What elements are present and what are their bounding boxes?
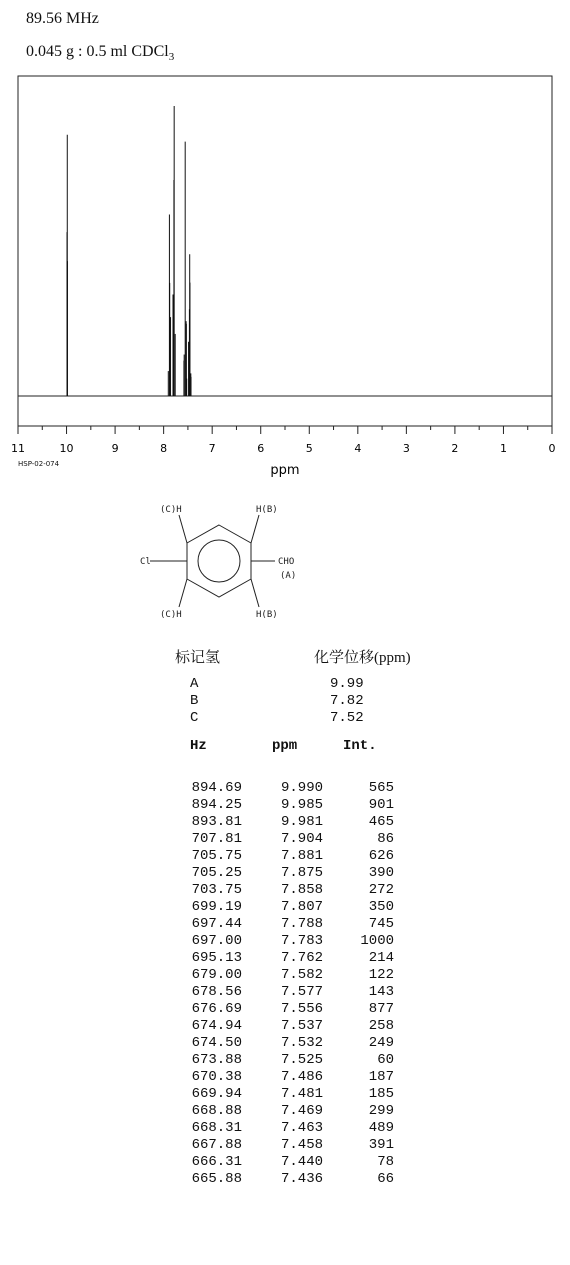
peak-intensity: 258 xyxy=(368,1018,394,1034)
peak-ppm: 7.436 xyxy=(280,1171,323,1187)
peak-ppm: 7.762 xyxy=(280,950,323,966)
x-tick-label: 11 xyxy=(11,442,25,455)
table-row xyxy=(150,865,410,882)
assignment-row xyxy=(190,676,390,693)
peak-intensity: 626 xyxy=(368,848,394,864)
assignment-shift: 7.52 xyxy=(330,710,364,726)
table-row xyxy=(150,1052,410,1069)
table-row xyxy=(150,1035,410,1052)
peak-hz: 669.94 xyxy=(191,1086,242,1102)
label-ch-bottom: (C)H xyxy=(160,610,182,620)
peak-intensity: 350 xyxy=(368,899,394,915)
peak-hz: 894.25 xyxy=(191,797,242,813)
label-ch-top: (C)H xyxy=(160,505,182,515)
assignment-col-label: 标记氢 xyxy=(175,650,221,666)
label-cho: CHO xyxy=(278,557,295,567)
peak-intensity: 78 xyxy=(377,1154,394,1170)
table-row xyxy=(150,1018,410,1035)
peak-intensity: 299 xyxy=(368,1103,394,1119)
aromatic-circle xyxy=(198,540,240,582)
peak-ppm: 7.904 xyxy=(280,831,323,847)
peak-intensity: 60 xyxy=(377,1052,394,1068)
assignment-shift: 7.82 xyxy=(330,693,364,709)
peak-ppm: 7.881 xyxy=(280,848,323,864)
peak-table xyxy=(150,780,410,1188)
peak-hz: 665.88 xyxy=(191,1171,242,1187)
x-tick-label: 3 xyxy=(402,442,410,455)
benzene-ring xyxy=(187,525,251,597)
peak-hz: 699.19 xyxy=(191,899,242,915)
peak-hz: 666.31 xyxy=(191,1154,242,1170)
peak-intensity: 187 xyxy=(368,1069,394,1085)
assignment-label: C xyxy=(190,710,199,726)
sample-subscript: 3 xyxy=(168,51,175,64)
peak-hz: 674.50 xyxy=(191,1035,242,1051)
peak-hz: 668.88 xyxy=(191,1103,242,1119)
peak-header-ppm: ppm xyxy=(272,738,298,754)
peak-ppm: 7.582 xyxy=(280,967,323,983)
table-row xyxy=(150,1154,410,1171)
table-row xyxy=(150,950,410,967)
peak-hz: 893.81 xyxy=(191,814,242,830)
peak-intensity: 249 xyxy=(368,1035,394,1051)
peak-ppm: 7.537 xyxy=(280,1018,323,1034)
x-tick-label: 8 xyxy=(160,442,168,455)
sample-text: 0.045 g : 0.5 ml CDCl xyxy=(26,43,169,60)
peak-ppm: 7.556 xyxy=(280,1001,323,1017)
table-row xyxy=(150,984,410,1001)
peak-ppm: 7.463 xyxy=(280,1120,323,1136)
table-row xyxy=(150,1171,410,1188)
x-tick-label: 1 xyxy=(499,442,507,455)
x-tick-label: 5 xyxy=(305,442,313,455)
table-row xyxy=(150,848,410,865)
peak-ppm: 7.577 xyxy=(280,984,323,1000)
bond-ch-top xyxy=(179,515,187,543)
assignment-shift: 9.99 xyxy=(330,676,364,692)
peak-hz: 674.94 xyxy=(191,1018,242,1034)
table-row xyxy=(150,882,410,899)
label-a: (A) xyxy=(280,571,297,581)
x-axis-label: ppm xyxy=(270,463,300,478)
table-row xyxy=(150,1120,410,1137)
peak-hz: 894.69 xyxy=(191,780,242,796)
x-tick-label: 0 xyxy=(548,442,556,455)
peak-hz: 679.00 xyxy=(191,967,242,983)
peak-ppm: 7.469 xyxy=(280,1103,323,1119)
peak-intensity: 122 xyxy=(368,967,394,983)
peak-ppm: 9.990 xyxy=(280,780,323,796)
table-row xyxy=(150,1001,410,1018)
peak-intensity: 489 xyxy=(368,1120,394,1136)
peak-ppm: 7.858 xyxy=(280,882,323,898)
x-tick-label: 4 xyxy=(354,442,362,455)
peak-intensity: 390 xyxy=(368,865,394,881)
table-row xyxy=(150,967,410,984)
label-cl: Cl xyxy=(140,557,151,567)
peak-intensity: 901 xyxy=(368,797,394,813)
table-row xyxy=(150,780,410,797)
peak-intensity: 745 xyxy=(368,916,394,932)
x-tick-label: 6 xyxy=(257,442,265,455)
peak-ppm: 7.525 xyxy=(280,1052,323,1068)
x-tick-label: 2 xyxy=(451,442,459,455)
bond-hb-top xyxy=(251,515,259,543)
peak-ppm: 9.985 xyxy=(280,797,323,813)
assignment-row xyxy=(190,693,390,710)
peak-hz: 673.88 xyxy=(191,1052,242,1068)
x-tick-label: 10 xyxy=(59,442,74,455)
peak-hz: 668.31 xyxy=(191,1120,242,1136)
peak-hz: 705.25 xyxy=(191,865,242,881)
assignment-table xyxy=(190,676,390,727)
peak-hz: 670.38 xyxy=(191,1069,242,1085)
table-row xyxy=(150,1103,410,1120)
peak-intensity: 214 xyxy=(368,950,394,966)
peak-ppm: 7.788 xyxy=(280,916,323,932)
peak-hz: 697.44 xyxy=(191,916,242,932)
peak-intensity: 185 xyxy=(368,1086,394,1102)
peak-intensity: 877 xyxy=(368,1001,394,1017)
peak-ppm: 7.783 xyxy=(280,933,323,949)
peak-ppm: 7.481 xyxy=(280,1086,323,1102)
assignment-col-shift: 化学位移(ppm) xyxy=(314,650,411,666)
peak-intensity: 465 xyxy=(368,814,394,830)
peak-intensity: 143 xyxy=(368,984,394,1000)
label-hb-bottom: H(B) xyxy=(256,610,278,620)
table-row xyxy=(150,1137,410,1154)
spectrum-code: HSP-02-074 xyxy=(18,460,60,468)
table-row xyxy=(150,1086,410,1103)
peak-hz: 695.13 xyxy=(191,950,242,966)
peak-intensity: 86 xyxy=(377,831,394,847)
peak-ppm: 9.981 xyxy=(280,814,323,830)
peak-hz: 678.56 xyxy=(191,984,242,1000)
bond-hb-bottom xyxy=(251,579,259,607)
table-row xyxy=(150,831,410,848)
label-hb-top: H(B) xyxy=(256,505,278,515)
peak-hz: 703.75 xyxy=(191,882,242,898)
peak-header-hz: Hz xyxy=(190,738,207,754)
peak-ppm: 7.807 xyxy=(280,899,323,915)
x-tick-label: 7 xyxy=(208,442,216,455)
peak-intensity: 391 xyxy=(368,1137,394,1153)
peak-hz: 705.75 xyxy=(191,848,242,864)
assignment-label: B xyxy=(190,693,199,709)
assignment-row xyxy=(190,710,390,727)
table-row xyxy=(150,899,410,916)
table-row xyxy=(150,933,410,950)
bond-ch-bottom xyxy=(179,579,187,607)
peak-header-int: Int. xyxy=(343,738,377,754)
peak-ppm: 7.532 xyxy=(280,1035,323,1051)
peak-ppm: 7.458 xyxy=(280,1137,323,1153)
assignment-label: A xyxy=(190,676,199,692)
peak-hz: 676.69 xyxy=(191,1001,242,1017)
peak-intensity: 1000 xyxy=(360,933,394,949)
peak-ppm: 7.486 xyxy=(280,1069,323,1085)
spectrometer-frequency: 89.56 MHz xyxy=(26,10,99,27)
peak-ppm: 7.875 xyxy=(280,865,323,881)
x-tick-label: 9 xyxy=(111,442,119,455)
table-row xyxy=(150,1069,410,1086)
peak-hz: 707.81 xyxy=(191,831,242,847)
peak-hz: 697.00 xyxy=(191,933,242,949)
table-row xyxy=(150,797,410,814)
peak-intensity: 66 xyxy=(377,1171,394,1187)
table-row xyxy=(150,814,410,831)
peak-intensity: 272 xyxy=(368,882,394,898)
peak-intensity: 565 xyxy=(368,780,394,796)
peak-hz: 667.88 xyxy=(191,1137,242,1153)
peak-ppm: 7.440 xyxy=(280,1154,323,1170)
table-row xyxy=(150,916,410,933)
